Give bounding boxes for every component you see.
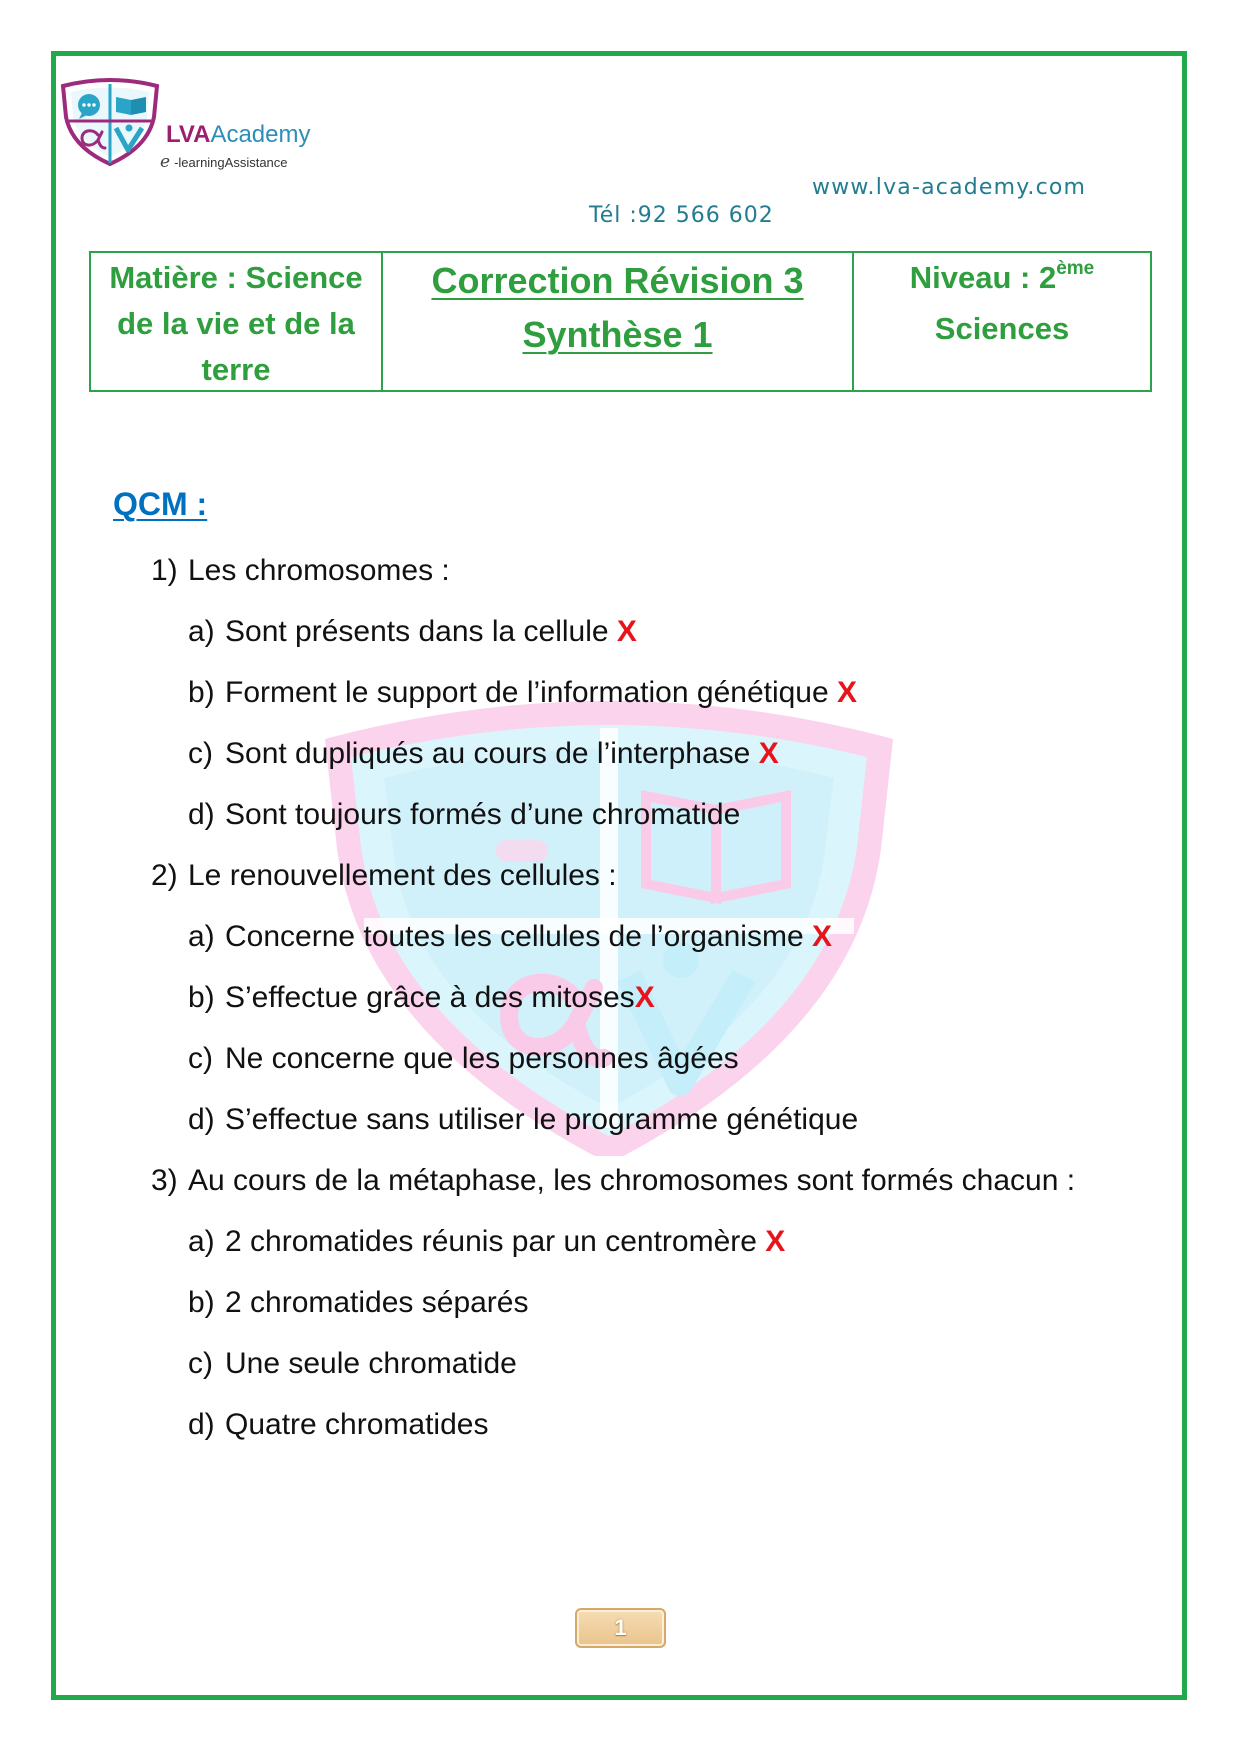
answer-mark: X bbox=[616, 615, 637, 648]
brand-academy: Academy bbox=[210, 121, 311, 148]
option-letter: d) bbox=[188, 798, 215, 831]
option-letter: a) bbox=[188, 920, 215, 953]
level-cell bbox=[854, 253, 1150, 390]
lva-academy-logo-icon bbox=[58, 77, 162, 167]
question-number: 2) bbox=[151, 859, 178, 892]
subject-line: Matière : Science bbox=[109, 260, 363, 295]
option-letter: d) bbox=[188, 1408, 215, 1441]
option-text: 2 chromatides réunis par un centromère bbox=[225, 1225, 766, 1258]
answer-mark: X bbox=[758, 737, 779, 770]
option-letter: a) bbox=[188, 615, 215, 648]
qcm-list bbox=[151, 540, 1171, 1455]
answer-mark: X bbox=[811, 920, 832, 953]
question-number: 1) bbox=[151, 554, 178, 587]
subject-cell bbox=[91, 253, 383, 390]
option-3d bbox=[151, 1394, 1171, 1455]
option-text: Ne concerne que les personnes âgées bbox=[225, 1042, 739, 1075]
option-text: Sont toujours formés d’une chromatide bbox=[225, 798, 741, 831]
header-table bbox=[89, 251, 1152, 392]
option-letter: a) bbox=[188, 1225, 215, 1258]
title-cell bbox=[383, 253, 854, 390]
option-text: Sont présents dans la cellule bbox=[225, 615, 617, 648]
option-letter: b) bbox=[188, 676, 215, 709]
option-letter: c) bbox=[188, 1042, 213, 1075]
option-text: Forment le support de l’information génétique bbox=[225, 676, 838, 709]
option-2a bbox=[151, 906, 1171, 967]
option-text: S’effectue grâce à des mitoses bbox=[225, 981, 635, 1014]
option-1c bbox=[151, 723, 1171, 784]
question-text: Les chromosomes : bbox=[188, 554, 450, 587]
option-letter: d) bbox=[188, 1103, 215, 1136]
option-3c bbox=[151, 1333, 1171, 1394]
option-letter: c) bbox=[188, 737, 213, 770]
level-superscript: ème bbox=[1056, 258, 1095, 279]
option-text: S’effectue sans utiliser le programme génétique bbox=[225, 1103, 859, 1136]
option-text: 2 chromatides séparés bbox=[225, 1286, 529, 1319]
subject-line: terre bbox=[201, 352, 271, 387]
phone-number: Tél :92 566 602 bbox=[589, 203, 774, 228]
question-2 bbox=[151, 845, 1171, 906]
page-subtitle: Synthèse 1 bbox=[522, 314, 713, 355]
brand-tagline bbox=[160, 152, 288, 173]
title-line bbox=[383, 254, 852, 308]
option-2d bbox=[151, 1089, 1171, 1150]
title-line bbox=[383, 308, 852, 362]
option-text: Quatre chromatides bbox=[225, 1408, 489, 1441]
level-track: Sciences bbox=[934, 311, 1070, 346]
option-2c bbox=[151, 1028, 1171, 1089]
option-2b bbox=[151, 967, 1171, 1028]
brand-lva: LVA bbox=[166, 121, 211, 148]
subject-line: de la vie et de la bbox=[117, 306, 355, 341]
option-letter: b) bbox=[188, 981, 215, 1014]
question-text: Au cours de la métaphase, les chromosomes sont formés chacun : bbox=[188, 1164, 1076, 1197]
option-3a bbox=[151, 1211, 1171, 1272]
page-title: Correction Révision 3 bbox=[431, 260, 804, 301]
option-letter: b) bbox=[188, 1286, 215, 1319]
answer-mark: X bbox=[837, 676, 858, 709]
answer-mark: X bbox=[634, 981, 655, 1014]
tagline-text: -learningAssistance bbox=[174, 155, 288, 170]
option-text: Concerne toutes les cellules de l’organisme bbox=[225, 920, 812, 953]
brand-name bbox=[166, 121, 310, 149]
section-title-qcm: QCM : bbox=[113, 486, 208, 522]
option-text: Une seule chromatide bbox=[225, 1347, 517, 1380]
website-url: www.lva-academy.com bbox=[812, 175, 1087, 200]
option-1a bbox=[151, 601, 1171, 662]
option-letter: c) bbox=[188, 1347, 213, 1380]
level-prefix: Niveau : 2 bbox=[909, 260, 1057, 295]
question-1 bbox=[151, 540, 1171, 601]
answer-mark: X bbox=[765, 1225, 786, 1258]
question-text: Le renouvellement des cellules : bbox=[188, 859, 617, 892]
question-number: 3) bbox=[151, 1164, 178, 1197]
question-3 bbox=[151, 1150, 1171, 1211]
option-1d bbox=[151, 784, 1171, 845]
option-3b bbox=[151, 1272, 1171, 1333]
option-1b bbox=[151, 662, 1171, 723]
tagline-e: e bbox=[160, 152, 171, 172]
option-text: Sont dupliqués au cours de l’interphase bbox=[225, 737, 759, 770]
level-line bbox=[854, 255, 1150, 306]
page-number-badge: 1 bbox=[575, 1608, 666, 1648]
